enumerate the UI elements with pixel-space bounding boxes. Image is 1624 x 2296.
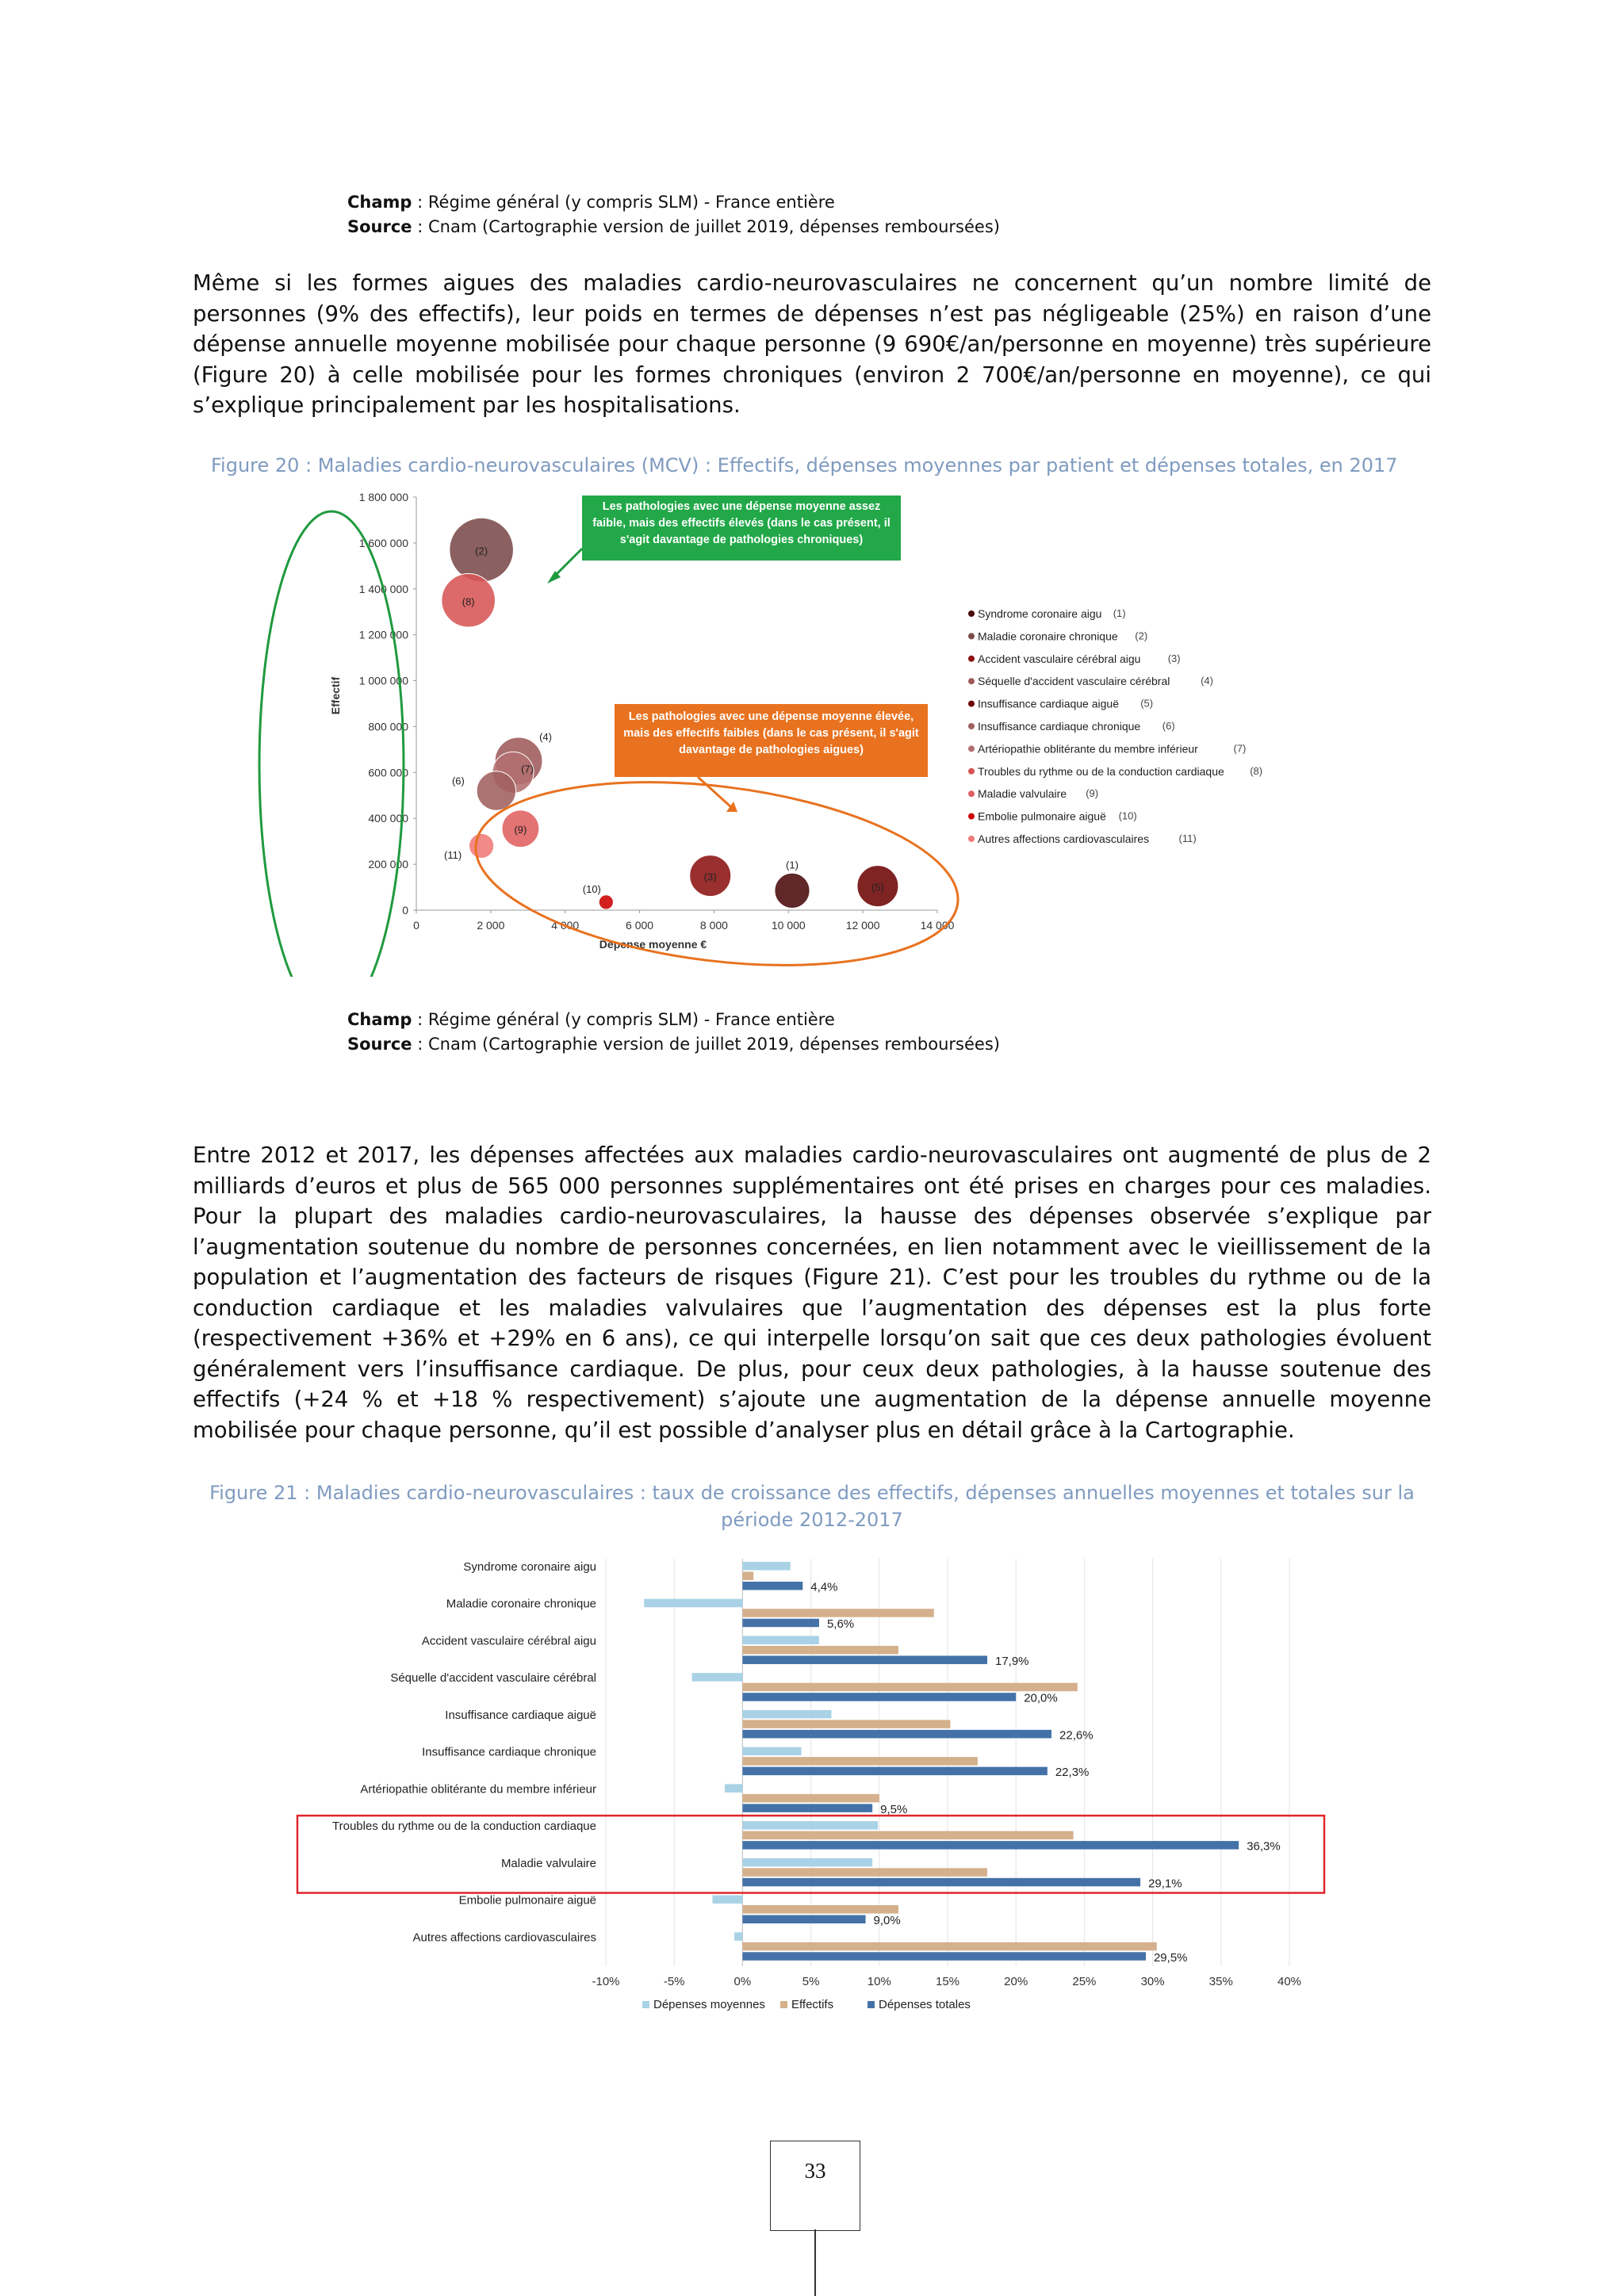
data-label-sequelle-d-accident-vasculaire-cerebral: 20,0% <box>1024 1691 1058 1705</box>
bar-depenses-moyennes-syndrome-coronaire-aigu <box>742 1562 790 1571</box>
legend-label-troubles-du-rythme-ou-de-la-conduction-cardiaque: Troubles du rythme ou de la conduction cardiaque <box>978 764 1224 778</box>
category-label-accident-vasculaire-cerebral-aigu: Accident vasculaire cérébral aigu <box>421 1634 596 1648</box>
bubble-number-label: (11) <box>444 848 462 861</box>
data-label-insuffisance-cardiaque-chronique: 22,3% <box>1055 1766 1090 1780</box>
x-tick-label: -5% <box>663 1975 685 1988</box>
x-tick-label: 35% <box>1208 1975 1233 1988</box>
data-label-autres-affections-cardiovasculaires: 29,5% <box>1153 1950 1188 1965</box>
legend-swatch-effectifs <box>780 2001 787 2008</box>
bar-effectifs-insuffisance-cardiaque-chronique <box>742 1757 978 1766</box>
legend-number: (4) <box>1201 675 1213 687</box>
bubble-number-label: (5) <box>871 881 884 894</box>
legend-label-depenses-moyennes: Dépenses moyennes <box>653 1998 765 2011</box>
legend-swatch-depenses-moyennes <box>642 2001 649 2008</box>
legend-label-syndrome-coronaire-aigu: Syndrome coronaire aigu <box>978 607 1102 620</box>
bar-effectifs-insuffisance-cardiaque-aigue <box>742 1720 950 1728</box>
legend-number: (1) <box>1113 607 1126 619</box>
x-tick-label: 6 000 <box>626 919 654 932</box>
x-tick-label: 5% <box>802 1975 820 1988</box>
y-axis-title: Effectif <box>329 676 342 715</box>
bar-depenses-totales-arteriopathie-obliterante-du-membre-inferieur <box>742 1804 872 1812</box>
category-label-troubles-du-rythme-ou-de-la-conduction-cardiaque: Troubles du rythme ou de la conduction cardiaque <box>332 1820 596 1834</box>
bubble-number-label: (9) <box>514 824 527 836</box>
bar-depenses-moyennes-troubles-du-rythme-ou-de-la-conduction-cardiaque <box>742 1821 878 1830</box>
category-label-sequelle-d-accident-vasculaire-cerebral: Séquelle d'accident vasculaire cérébral <box>390 1671 596 1686</box>
data-label-maladie-coronaire-chronique: 5,6% <box>826 1617 855 1632</box>
legend-number: (3) <box>1167 652 1181 664</box>
x-tick-label: 10% <box>867 1975 891 1988</box>
legend-number: (7) <box>1233 742 1247 755</box>
bar-depenses-totales-accident-vasculaire-cerebral-aigu <box>742 1655 987 1664</box>
bar-depenses-moyennes-accident-vasculaire-cerebral-aigu <box>742 1636 819 1644</box>
legend-number: (9) <box>1086 787 1099 800</box>
bubble-number-label: (3) <box>703 871 717 883</box>
bar-effectifs-troubles-du-rythme-ou-de-la-conduction-cardiaque <box>742 1831 1073 1840</box>
legend-label-effectifs: Effectifs <box>791 1998 834 2011</box>
bar-depenses-moyennes-sequelle-d-accident-vasculaire-cerebral <box>692 1673 743 1682</box>
bar-effectifs-accident-vasculaire-cerebral-aigu <box>742 1646 898 1655</box>
legend-number: (2) <box>1135 629 1148 642</box>
champ-text: : Régime général (y compris SLM) - France entière <box>412 193 835 212</box>
legend-marker-accident-vasculaire-cerebral-aigu <box>968 656 975 662</box>
bar-depenses-moyennes-insuffisance-cardiaque-aigue <box>742 1710 831 1719</box>
page-number-line <box>814 2229 816 2296</box>
legend-marker-insuffisance-cardiaque-aigue <box>968 701 975 707</box>
bar-effectifs-embolie-pulmonaire-aigue <box>742 1905 898 1914</box>
x-tick-label: -10% <box>592 1975 620 1988</box>
y-tick-label: 1 600 000 <box>358 536 408 549</box>
y-tick-label: 600 000 <box>368 766 408 779</box>
legend-label-arteriopathie-obliterante-du-membre-inferieur: Artériopathie oblitérante du membre inférieur <box>978 742 1198 756</box>
data-label-embolie-pulmonaire-aigue: 9,0% <box>873 1914 901 1928</box>
page-number-box <box>770 2141 860 2231</box>
x-axis-title: Dépense moyenne € <box>599 938 707 951</box>
bar-depenses-moyennes-maladie-coronaire-chronique <box>644 1599 742 1608</box>
bubble-number-label: (6) <box>451 775 465 787</box>
x-tick-label: 0% <box>733 1975 752 1988</box>
x-tick-label: 2 000 <box>477 919 505 932</box>
data-label-troubles-du-rythme-ou-de-la-conduction-cardiaque: 36,3% <box>1247 1839 1281 1854</box>
category-label-syndrome-coronaire-aigu: Syndrome coronaire aigu <box>463 1560 596 1574</box>
bar-depenses-totales-insuffisance-cardiaque-aigue <box>742 1730 1051 1739</box>
legend-marker-insuffisance-cardiaque-chronique <box>968 723 975 729</box>
y-tick-label: 1 800 000 <box>358 491 408 503</box>
data-label-arteriopathie-obliterante-du-membre-inferieur: 9,5% <box>880 1802 908 1816</box>
bar-effectifs-maladie-valvulaire <box>742 1868 987 1877</box>
legend-swatch-depenses-totales <box>868 2001 875 2008</box>
figure-21-caption-line-1: Figure 21 : Maladies cardio-neurovasculaires : taux de croissance des effectifs, dépenses annuelles moyennes et totales sur la <box>209 1482 1415 1504</box>
x-tick-label: 15% <box>935 1975 960 1988</box>
bar-effectifs-autres-affections-cardiovasculaires <box>742 1942 1156 1951</box>
bar-depenses-totales-maladie-coronaire-chronique <box>742 1619 819 1628</box>
bubble-number-label: (7) <box>521 763 534 775</box>
y-tick-label: 0 <box>402 904 408 916</box>
figure-21-caption-line-2: période 2012-2017 <box>721 1509 903 1531</box>
y-tick-label: 400 000 <box>368 812 408 825</box>
x-tick-label: 12 000 <box>845 919 880 932</box>
legend-number: (6) <box>1162 720 1175 732</box>
bubble-number-label: (1) <box>786 859 799 871</box>
bubble-number-label: (2) <box>475 545 488 557</box>
legend-label-insuffisance-cardiaque-chronique: Insuffisance cardiaque chronique <box>978 720 1141 733</box>
x-tick-label: 20% <box>1004 1975 1028 1988</box>
bar-depenses-totales-syndrome-coronaire-aigu <box>742 1582 802 1590</box>
bar-depenses-totales-embolie-pulmonaire-aigue <box>742 1915 865 1924</box>
legend-marker-maladie-valvulaire <box>968 790 975 797</box>
y-tick-label: 1 400 000 <box>358 582 408 595</box>
paragraph-2: Entre 2012 et 2017, les dépenses affectées aux maladies cardio-neurovasculaires ont augmenté de plus de 2 milliards d’euros et plus de 565 000 personnes supplémentaires ont été prises en charges pour ces maladies. Pour la plupart des maladies cardio-neurovasculaires, la hausse des dépenses observée s’explique par l’augmentation soutenue du nombre de personnes concernées, en lien notamment avec le vieillissement de la population et l’augmentation des facteurs de risques (Figure 21). C’est pour les troubles du rythme ou de la conduction cardiaque et les maladies valvulaires que l’augmentation des dépenses est la plus forte (respectivement +36% et +29% en 6 ans), ce qui interpelle lorsqu’on sait que ces deux pathologies évoluent généralement vers l’insuffisance cardiaque. De plus, pour ceux deux pathologies, à la hausse soutenue des effectifs (+24 % et +18 % respectivement) s’ajoute une augmentation de la dépense annuelle moyenne mobilisée pour chaque personne, qu’il est possible d’analyser plus en détail grâce à la Cartographie. <box>193 1142 1431 1443</box>
legend-number: (5) <box>1140 697 1154 710</box>
legend-label-accident-vasculaire-cerebral-aigu: Accident vasculaire cérébral aigu <box>978 652 1141 665</box>
paragraph-1: Même si les formes aigues des maladies cardio-neurovasculaires ne concernent qu’un nombre limité de personnes (9% des effectifs), leur poids en termes de dépenses n’est pas négligeable (25%) en raison d’une dépense annuelle moyenne mobilisée pour chaque personne (9 690€/an/personne en moyenne) très supérieure (Figure 20) à celle mobilisée pour les formes chroniques (environ 2 700€/an/personne en moyenne), ce qui s’explique principalement par les hospitalisations. <box>193 270 1431 418</box>
bar-depenses-totales-sequelle-d-accident-vasculaire-cerebral <box>742 1693 1016 1701</box>
category-label-insuffisance-cardiaque-chronique: Insuffisance cardiaque chronique <box>422 1745 596 1759</box>
legend-label-maladie-valvulaire: Maladie valvulaire <box>978 787 1067 801</box>
x-tick-label: 25% <box>1072 1975 1097 1988</box>
y-tick-label: 1 200 000 <box>358 628 408 641</box>
champ-label: Champ <box>347 193 412 212</box>
x-tick-label: 4 000 <box>551 919 580 932</box>
legend-marker-embolie-pulmonaire-aigue <box>968 813 975 820</box>
bubble-syndrome-coronaire-aigu <box>775 873 810 908</box>
bar-depenses-moyennes-insuffisance-cardiaque-chronique <box>742 1747 801 1755</box>
category-label-insuffisance-cardiaque-aigue: Insuffisance cardiaque aiguë <box>445 1708 596 1722</box>
bar-effectifs-arteriopathie-obliterante-du-membre-inferieur <box>742 1794 879 1803</box>
y-tick-label: 800 000 <box>368 720 408 733</box>
bar-legend <box>642 1998 971 2011</box>
source-label: Source <box>347 1035 412 1054</box>
legend-marker-autres-affections-cardiovasculaires <box>968 836 975 842</box>
annotation-orange-text: Les pathologies avec une dépense moyenne élevée, mais des effectifs faibles (dans le cas présent, il s'agit davantage de pathologies aigues) <box>623 710 919 756</box>
x-tick-label: 30% <box>1140 1975 1165 1988</box>
legend-marker-maladie-coronaire-chronique <box>968 633 975 639</box>
figure-21-bar-chart <box>285 1548 1332 2055</box>
mid-source-line <box>347 1032 1000 1057</box>
annotation-orange-text-container <box>619 709 923 775</box>
bubble-number-label: (4) <box>539 730 552 743</box>
source-text: : Cnam (Cartographie version de juillet 2019, dépenses remboursées) <box>412 1035 1000 1054</box>
bubble-embolie-pulmonaire-aigue <box>599 895 613 909</box>
category-label-maladie-coronaire-chronique: Maladie coronaire chronique <box>446 1597 596 1611</box>
source-label: Source <box>347 217 412 236</box>
data-label-syndrome-coronaire-aigu: 4,4% <box>810 1580 838 1594</box>
x-tick-label: 14 000 <box>920 919 955 932</box>
legend-marker-sequelle-d-accident-vasculaire-cerebral <box>968 678 975 684</box>
x-tick-label: 0 <box>413 919 419 932</box>
source-text: : Cnam (Cartographie version de juillet 2019, dépenses remboursées) <box>412 217 1000 236</box>
bar-depenses-moyennes-maladie-valvulaire <box>742 1858 872 1867</box>
data-label-maladie-valvulaire: 29,1% <box>1148 1877 1182 1891</box>
legend-number: (11) <box>1178 832 1197 844</box>
legend-number: (10) <box>1118 809 1137 822</box>
bar-depenses-totales-insuffisance-cardiaque-chronique <box>742 1767 1047 1776</box>
legend-label-sequelle-d-accident-vasculaire-cerebral: Séquelle d'accident vasculaire cérébral <box>978 675 1170 688</box>
legend-number: (8) <box>1250 764 1263 777</box>
category-label-embolie-pulmonaire-aigue: Embolie pulmonaire aiguë <box>458 1893 596 1908</box>
y-tick-label: 200 000 <box>368 858 408 871</box>
y-tick-label: 1 000 000 <box>358 674 408 687</box>
bubble-insuffisance-cardiaque-chronique <box>477 771 515 810</box>
bar-effectifs-maladie-coronaire-chronique <box>742 1609 933 1617</box>
top-champ-line <box>347 190 835 215</box>
mid-champ-line <box>347 1008 835 1032</box>
top-source-line <box>347 215 1000 239</box>
bubble-number-label: (10) <box>582 882 601 895</box>
legend-marker-arteriopathie-obliterante-du-membre-inferieur <box>968 745 975 752</box>
legend-label-maladie-coronaire-chronique: Maladie coronaire chronique <box>978 629 1118 643</box>
legend-label-insuffisance-cardiaque-aigue: Insuffisance cardiaque aiguë <box>978 697 1119 710</box>
bubble-number-label: (8) <box>462 595 475 608</box>
legend-marker-syndrome-coronaire-aigu <box>968 610 975 617</box>
bar-depenses-moyennes-arteriopathie-obliterante-du-membre-inferieur <box>725 1784 742 1793</box>
champ-text: : Régime général (y compris SLM) - France entière <box>412 1010 835 1029</box>
bar-depenses-totales-autres-affections-cardiovasculaires <box>742 1952 1146 1961</box>
figure-21-caption <box>193 1479 1431 1533</box>
figure-20-bubble-chart <box>214 485 1300 977</box>
bar-effectifs-sequelle-d-accident-vasculaire-cerebral <box>742 1683 1077 1692</box>
bar-depenses-moyennes-embolie-pulmonaire-aigue <box>712 1896 742 1904</box>
category-label-arteriopathie-obliterante-du-membre-inferieur: Artériopathie oblitérante du membre inférieur <box>360 1782 596 1797</box>
champ-label: Champ <box>347 1010 412 1029</box>
category-label-maladie-valvulaire: Maladie valvulaire <box>500 1856 596 1870</box>
bar-depenses-moyennes-autres-affections-cardiovasculaires <box>734 1932 742 1941</box>
annotation-green-text: Les pathologies avec une dépense moyenne assez faible, mais des effectifs élevés (dans le cas présent, il s'agit davantage de pathologies chroniques) <box>592 500 891 546</box>
legend-label-depenses-totales: Dépenses totales <box>879 1998 971 2011</box>
bubble-autres-affections-cardiovasculaires <box>469 833 494 858</box>
x-tick-label: 40% <box>1277 1975 1302 1988</box>
data-label-accident-vasculaire-cerebral-aigu: 17,9% <box>994 1654 1029 1668</box>
bar-effectifs-syndrome-coronaire-aigu <box>742 1572 753 1581</box>
annotation-green-text-container <box>587 499 896 559</box>
legend-label-autres-affections-cardiovasculaires: Autres affections cardiovasculaires <box>978 832 1150 845</box>
category-label-autres-affections-cardiovasculaires: Autres affections cardiovasculaires <box>412 1931 596 1945</box>
x-tick-label: 8 000 <box>699 919 728 932</box>
page-number: 33 <box>804 2159 826 2183</box>
bar-depenses-totales-maladie-valvulaire <box>742 1878 1140 1887</box>
bar-depenses-totales-troubles-du-rythme-ou-de-la-conduction-cardiaque <box>742 1841 1239 1850</box>
figure-20-caption: Figure 20 : Maladies cardio-neurovasculaires (MCV) : Effectifs, dépenses moyennes par patient et dépenses totales, en 2017 <box>211 454 1398 476</box>
legend-marker-troubles-du-rythme-ou-de-la-conduction-cardiaque <box>968 768 975 775</box>
legend-label-embolie-pulmonaire-aigue: Embolie pulmonaire aiguë <box>978 809 1106 823</box>
data-label-insuffisance-cardiaque-aigue: 22,6% <box>1059 1728 1094 1743</box>
x-tick-label: 10 000 <box>771 919 806 932</box>
